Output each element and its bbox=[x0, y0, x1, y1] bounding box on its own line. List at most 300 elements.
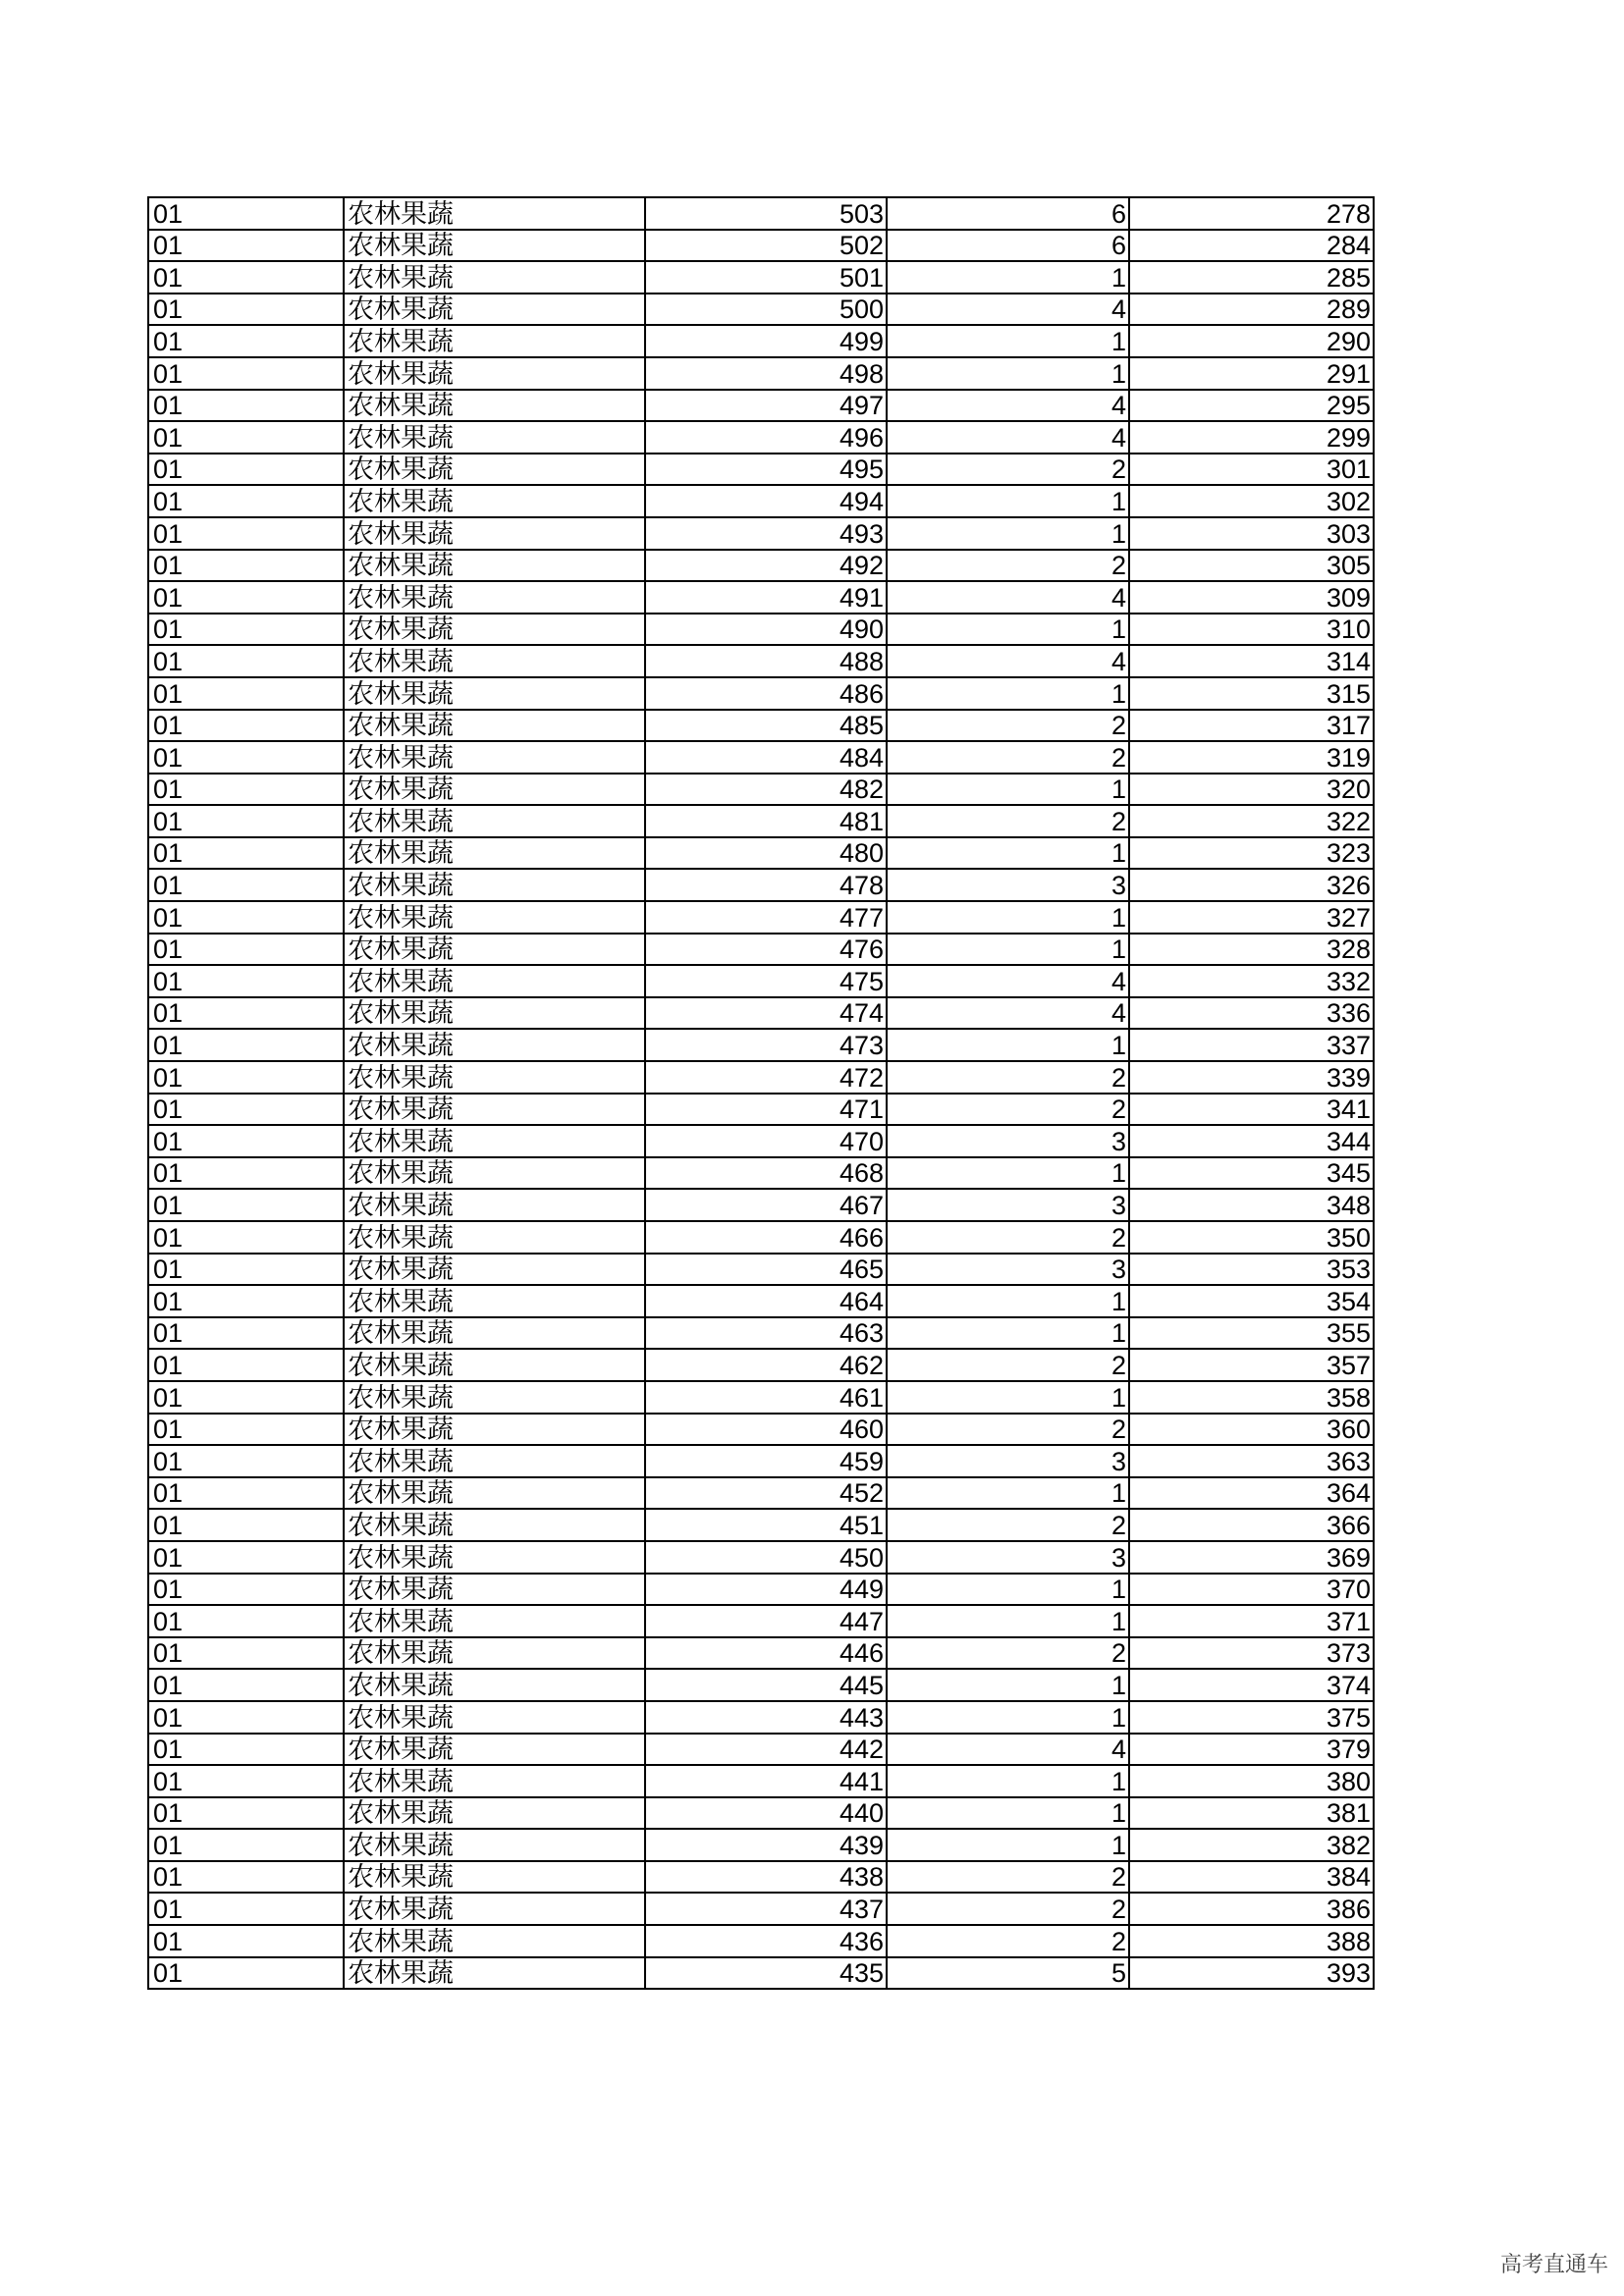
category-code-cell: 01 bbox=[148, 869, 344, 901]
count-cell: 1 bbox=[887, 1797, 1129, 1830]
cumulative-cell: 337 bbox=[1129, 1029, 1374, 1061]
count-cell: 2 bbox=[887, 1861, 1129, 1894]
cumulative-cell: 366 bbox=[1129, 1509, 1374, 1541]
category-code-cell: 01 bbox=[148, 1669, 344, 1701]
category-name-cell: 农林果蔬 bbox=[344, 677, 645, 710]
cumulative-cell: 373 bbox=[1129, 1637, 1374, 1670]
table-row bbox=[148, 390, 1374, 422]
score-cell: 488 bbox=[645, 645, 887, 677]
count-cell: 1 bbox=[887, 837, 1129, 870]
table-row bbox=[148, 965, 1374, 997]
category-code-cell: 01 bbox=[148, 1637, 344, 1670]
category-name-cell: 农林果蔬 bbox=[344, 1541, 645, 1574]
table-row bbox=[148, 1414, 1374, 1446]
count-cell: 2 bbox=[887, 1509, 1129, 1541]
cumulative-cell: 320 bbox=[1129, 774, 1374, 806]
score-cell: 466 bbox=[645, 1221, 887, 1254]
score-cell: 464 bbox=[645, 1285, 887, 1317]
count-cell: 1 bbox=[887, 325, 1129, 357]
count-cell: 4 bbox=[887, 965, 1129, 997]
table-row bbox=[148, 1445, 1374, 1477]
score-cell: 482 bbox=[645, 774, 887, 806]
cumulative-cell: 341 bbox=[1129, 1094, 1374, 1126]
cumulative-cell: 360 bbox=[1129, 1414, 1374, 1446]
category-code-cell: 01 bbox=[148, 1605, 344, 1637]
cumulative-cell: 295 bbox=[1129, 390, 1374, 422]
count-cell: 2 bbox=[887, 741, 1129, 774]
table-row bbox=[148, 1797, 1374, 1830]
cumulative-cell: 363 bbox=[1129, 1445, 1374, 1477]
cumulative-cell: 332 bbox=[1129, 965, 1374, 997]
count-cell: 1 bbox=[887, 1285, 1129, 1317]
cumulative-cell: 315 bbox=[1129, 677, 1374, 710]
category-name-cell: 农林果蔬 bbox=[344, 965, 645, 997]
count-cell: 1 bbox=[887, 1381, 1129, 1414]
category-name-cell: 农林果蔬 bbox=[344, 1157, 645, 1190]
count-cell: 1 bbox=[887, 1765, 1129, 1797]
category-code-cell: 01 bbox=[148, 837, 344, 870]
score-cell: 472 bbox=[645, 1061, 887, 1094]
category-code-cell: 01 bbox=[148, 1317, 344, 1350]
table-row bbox=[148, 581, 1374, 614]
count-cell: 1 bbox=[887, 1669, 1129, 1701]
cumulative-cell: 278 bbox=[1129, 197, 1374, 230]
category-name-cell: 农林果蔬 bbox=[344, 710, 645, 742]
cumulative-cell: 380 bbox=[1129, 1765, 1374, 1797]
count-cell: 2 bbox=[887, 454, 1129, 486]
cumulative-cell: 386 bbox=[1129, 1893, 1374, 1925]
category-name-cell: 农林果蔬 bbox=[344, 1254, 645, 1286]
count-cell: 4 bbox=[887, 294, 1129, 326]
score-cell: 498 bbox=[645, 357, 887, 390]
table-row bbox=[148, 934, 1374, 966]
category-code-cell: 01 bbox=[148, 581, 344, 614]
table-row bbox=[148, 550, 1374, 582]
count-cell: 3 bbox=[887, 1445, 1129, 1477]
score-cell: 473 bbox=[645, 1029, 887, 1061]
score-cell: 470 bbox=[645, 1125, 887, 1157]
category-name-cell: 农林果蔬 bbox=[344, 1125, 645, 1157]
cumulative-cell: 345 bbox=[1129, 1157, 1374, 1190]
score-cell: 443 bbox=[645, 1701, 887, 1734]
category-name-cell: 农林果蔬 bbox=[344, 1637, 645, 1670]
category-code-cell: 01 bbox=[148, 261, 344, 294]
category-code-cell: 01 bbox=[148, 1477, 344, 1510]
count-cell: 1 bbox=[887, 517, 1129, 550]
table-row bbox=[148, 997, 1374, 1030]
count-cell: 6 bbox=[887, 197, 1129, 230]
count-cell: 2 bbox=[887, 1349, 1129, 1381]
table-row bbox=[148, 325, 1374, 357]
table-row bbox=[148, 741, 1374, 774]
cumulative-cell: 301 bbox=[1129, 454, 1374, 486]
category-name-cell: 农林果蔬 bbox=[344, 1957, 645, 1990]
category-code-cell: 01 bbox=[148, 485, 344, 517]
table-row bbox=[148, 1094, 1374, 1126]
cumulative-cell: 379 bbox=[1129, 1734, 1374, 1766]
count-cell: 1 bbox=[887, 485, 1129, 517]
count-cell: 4 bbox=[887, 581, 1129, 614]
category-name-cell: 农林果蔬 bbox=[344, 1477, 645, 1510]
count-cell: 1 bbox=[887, 1605, 1129, 1637]
score-cell: 437 bbox=[645, 1893, 887, 1925]
table-row bbox=[148, 1061, 1374, 1094]
table-row bbox=[148, 1189, 1374, 1221]
cumulative-cell: 382 bbox=[1129, 1829, 1374, 1861]
count-cell: 2 bbox=[887, 1094, 1129, 1126]
category-name-cell: 农林果蔬 bbox=[344, 1285, 645, 1317]
score-cell: 438 bbox=[645, 1861, 887, 1894]
score-cell: 446 bbox=[645, 1637, 887, 1670]
count-cell: 4 bbox=[887, 997, 1129, 1030]
cumulative-cell: 314 bbox=[1129, 645, 1374, 677]
category-code-cell: 01 bbox=[148, 1893, 344, 1925]
category-name-cell: 农林果蔬 bbox=[344, 1765, 645, 1797]
table-row bbox=[148, 901, 1374, 934]
table-row bbox=[148, 1254, 1374, 1286]
score-cell: 445 bbox=[645, 1669, 887, 1701]
score-cell: 460 bbox=[645, 1414, 887, 1446]
score-cell: 436 bbox=[645, 1925, 887, 1957]
score-cell: 481 bbox=[645, 805, 887, 837]
category-code-cell: 01 bbox=[148, 390, 344, 422]
score-cell: 502 bbox=[645, 230, 887, 262]
cumulative-cell: 327 bbox=[1129, 901, 1374, 934]
category-name-cell: 农林果蔬 bbox=[344, 390, 645, 422]
score-cell: 474 bbox=[645, 997, 887, 1030]
count-cell: 2 bbox=[887, 1637, 1129, 1670]
category-code-cell: 01 bbox=[148, 710, 344, 742]
table-row bbox=[148, 837, 1374, 870]
cumulative-cell: 339 bbox=[1129, 1061, 1374, 1094]
table-row bbox=[148, 1349, 1374, 1381]
count-cell: 2 bbox=[887, 1414, 1129, 1446]
cumulative-cell: 317 bbox=[1129, 710, 1374, 742]
category-name-cell: 农林果蔬 bbox=[344, 1925, 645, 1957]
table-row bbox=[148, 1509, 1374, 1541]
score-cell: 478 bbox=[645, 869, 887, 901]
table-row bbox=[148, 1541, 1374, 1574]
score-cell: 491 bbox=[645, 581, 887, 614]
table-row bbox=[148, 357, 1374, 390]
count-cell: 6 bbox=[887, 230, 1129, 262]
category-name-cell: 农林果蔬 bbox=[344, 1317, 645, 1350]
score-cell: 476 bbox=[645, 934, 887, 966]
table-row bbox=[148, 869, 1374, 901]
score-cell: 490 bbox=[645, 614, 887, 646]
category-code-cell: 01 bbox=[148, 1734, 344, 1766]
count-cell: 4 bbox=[887, 421, 1129, 454]
category-code-cell: 01 bbox=[148, 1765, 344, 1797]
category-name-cell: 农林果蔬 bbox=[344, 1381, 645, 1414]
cumulative-cell: 355 bbox=[1129, 1317, 1374, 1350]
category-name-cell: 农林果蔬 bbox=[344, 581, 645, 614]
category-name-cell: 农林果蔬 bbox=[344, 1734, 645, 1766]
cumulative-cell: 309 bbox=[1129, 581, 1374, 614]
cumulative-cell: 350 bbox=[1129, 1221, 1374, 1254]
count-cell: 2 bbox=[887, 1925, 1129, 1957]
table-row bbox=[148, 677, 1374, 710]
category-name-cell: 农林果蔬 bbox=[344, 614, 645, 646]
score-cell: 435 bbox=[645, 1957, 887, 1990]
score-cell: 499 bbox=[645, 325, 887, 357]
category-name-cell: 农林果蔬 bbox=[344, 741, 645, 774]
category-name-cell: 农林果蔬 bbox=[344, 357, 645, 390]
count-cell: 1 bbox=[887, 934, 1129, 966]
table-row bbox=[148, 805, 1374, 837]
category-name-cell: 农林果蔬 bbox=[344, 934, 645, 966]
score-cell: 500 bbox=[645, 294, 887, 326]
cumulative-cell: 328 bbox=[1129, 934, 1374, 966]
cumulative-cell: 299 bbox=[1129, 421, 1374, 454]
table-row bbox=[148, 1317, 1374, 1350]
table-row bbox=[148, 1957, 1374, 1990]
score-cell: 497 bbox=[645, 390, 887, 422]
category-name-cell: 农林果蔬 bbox=[344, 1029, 645, 1061]
cumulative-cell: 336 bbox=[1129, 997, 1374, 1030]
table-row bbox=[148, 261, 1374, 294]
category-name-cell: 农林果蔬 bbox=[344, 1797, 645, 1830]
category-code-cell: 01 bbox=[148, 805, 344, 837]
cumulative-cell: 323 bbox=[1129, 837, 1374, 870]
count-cell: 3 bbox=[887, 1254, 1129, 1286]
category-code-cell: 01 bbox=[148, 1381, 344, 1414]
count-cell: 2 bbox=[887, 1221, 1129, 1254]
table-row bbox=[148, 1893, 1374, 1925]
score-cell: 463 bbox=[645, 1317, 887, 1350]
category-code-cell: 01 bbox=[148, 1221, 344, 1254]
cumulative-cell: 357 bbox=[1129, 1349, 1374, 1381]
category-name-cell: 农林果蔬 bbox=[344, 1701, 645, 1734]
watermark-text: 高考直通车 bbox=[1499, 2253, 1608, 2277]
category-name-cell: 农林果蔬 bbox=[344, 1605, 645, 1637]
category-name-cell: 农林果蔬 bbox=[344, 1893, 645, 1925]
score-cell: 495 bbox=[645, 454, 887, 486]
score-cell: 450 bbox=[645, 1541, 887, 1574]
category-name-cell: 农林果蔬 bbox=[344, 869, 645, 901]
table-row bbox=[148, 1221, 1374, 1254]
category-code-cell: 01 bbox=[148, 997, 344, 1030]
cumulative-cell: 344 bbox=[1129, 1125, 1374, 1157]
cumulative-cell: 291 bbox=[1129, 357, 1374, 390]
category-name-cell: 农林果蔬 bbox=[344, 997, 645, 1030]
table-row bbox=[148, 485, 1374, 517]
category-code-cell: 01 bbox=[148, 357, 344, 390]
table-row bbox=[148, 1029, 1374, 1061]
count-cell: 3 bbox=[887, 1541, 1129, 1574]
table-row bbox=[148, 1285, 1374, 1317]
category-name-cell: 农林果蔬 bbox=[344, 261, 645, 294]
category-name-cell: 农林果蔬 bbox=[344, 485, 645, 517]
score-cell: 477 bbox=[645, 901, 887, 934]
category-code-cell: 01 bbox=[148, 1157, 344, 1190]
category-name-cell: 农林果蔬 bbox=[344, 1445, 645, 1477]
category-code-cell: 01 bbox=[148, 1829, 344, 1861]
count-cell: 1 bbox=[887, 1701, 1129, 1734]
category-name-cell: 农林果蔬 bbox=[344, 645, 645, 677]
category-name-cell: 农林果蔬 bbox=[344, 1574, 645, 1606]
table-row bbox=[148, 1125, 1374, 1157]
table-row bbox=[148, 1861, 1374, 1894]
category-code-cell: 01 bbox=[148, 294, 344, 326]
category-name-cell: 农林果蔬 bbox=[344, 805, 645, 837]
category-code-cell: 01 bbox=[148, 934, 344, 966]
table-row bbox=[148, 1381, 1374, 1414]
count-cell: 1 bbox=[887, 1477, 1129, 1510]
table-row bbox=[148, 1574, 1374, 1606]
score-cell: 503 bbox=[645, 197, 887, 230]
table-row bbox=[148, 1765, 1374, 1797]
table-row bbox=[148, 1701, 1374, 1734]
category-name-cell: 农林果蔬 bbox=[344, 1414, 645, 1446]
table-row bbox=[148, 294, 1374, 326]
category-code-cell: 01 bbox=[148, 1925, 344, 1957]
score-cell: 441 bbox=[645, 1765, 887, 1797]
category-name-cell: 农林果蔬 bbox=[344, 1349, 645, 1381]
table-row bbox=[148, 454, 1374, 486]
score-cell: 462 bbox=[645, 1349, 887, 1381]
category-code-cell: 01 bbox=[148, 1414, 344, 1446]
score-cell: 492 bbox=[645, 550, 887, 582]
score-cell: 471 bbox=[645, 1094, 887, 1126]
score-cell: 467 bbox=[645, 1189, 887, 1221]
category-name-cell: 农林果蔬 bbox=[344, 1861, 645, 1894]
category-code-cell: 01 bbox=[148, 645, 344, 677]
count-cell: 1 bbox=[887, 901, 1129, 934]
category-name-cell: 农林果蔬 bbox=[344, 197, 645, 230]
cumulative-cell: 310 bbox=[1129, 614, 1374, 646]
count-cell: 2 bbox=[887, 1893, 1129, 1925]
category-code-cell: 01 bbox=[148, 421, 344, 454]
cumulative-cell: 369 bbox=[1129, 1541, 1374, 1574]
count-cell: 1 bbox=[887, 1157, 1129, 1190]
count-cell: 3 bbox=[887, 1125, 1129, 1157]
category-code-cell: 01 bbox=[148, 1189, 344, 1221]
count-cell: 3 bbox=[887, 869, 1129, 901]
cumulative-cell: 289 bbox=[1129, 294, 1374, 326]
category-code-cell: 01 bbox=[148, 325, 344, 357]
category-code-cell: 01 bbox=[148, 1957, 344, 1990]
category-code-cell: 01 bbox=[148, 550, 344, 582]
cumulative-cell: 319 bbox=[1129, 741, 1374, 774]
cumulative-cell: 326 bbox=[1129, 869, 1374, 901]
cumulative-cell: 302 bbox=[1129, 485, 1374, 517]
category-name-cell: 农林果蔬 bbox=[344, 550, 645, 582]
score-cell: 451 bbox=[645, 1509, 887, 1541]
category-code-cell: 01 bbox=[148, 1574, 344, 1606]
score-cell: 468 bbox=[645, 1157, 887, 1190]
category-name-cell: 农林果蔬 bbox=[344, 325, 645, 357]
table-row bbox=[148, 230, 1374, 262]
score-cell: 480 bbox=[645, 837, 887, 870]
score-table-body bbox=[148, 197, 1374, 1989]
cumulative-cell: 393 bbox=[1129, 1957, 1374, 1990]
category-name-cell: 农林果蔬 bbox=[344, 1061, 645, 1094]
category-code-cell: 01 bbox=[148, 1541, 344, 1574]
category-code-cell: 01 bbox=[148, 1094, 344, 1126]
category-name-cell: 农林果蔬 bbox=[344, 230, 645, 262]
score-cell: 485 bbox=[645, 710, 887, 742]
cumulative-cell: 374 bbox=[1129, 1669, 1374, 1701]
table-row bbox=[148, 1829, 1374, 1861]
score-cell: 501 bbox=[645, 261, 887, 294]
count-cell: 2 bbox=[887, 805, 1129, 837]
category-name-cell: 农林果蔬 bbox=[344, 517, 645, 550]
category-code-cell: 01 bbox=[148, 1509, 344, 1541]
count-cell: 2 bbox=[887, 1061, 1129, 1094]
table-row bbox=[148, 517, 1374, 550]
category-name-cell: 农林果蔬 bbox=[344, 454, 645, 486]
table-row bbox=[148, 1605, 1374, 1637]
category-name-cell: 农林果蔬 bbox=[344, 837, 645, 870]
category-name-cell: 农林果蔬 bbox=[344, 1669, 645, 1701]
score-cell: 465 bbox=[645, 1254, 887, 1286]
score-cell: 439 bbox=[645, 1829, 887, 1861]
category-code-cell: 01 bbox=[148, 901, 344, 934]
score-cell: 475 bbox=[645, 965, 887, 997]
score-cell: 496 bbox=[645, 421, 887, 454]
category-code-cell: 01 bbox=[148, 1861, 344, 1894]
score-cell: 461 bbox=[645, 1381, 887, 1414]
score-cell: 494 bbox=[645, 485, 887, 517]
category-name-cell: 农林果蔬 bbox=[344, 1221, 645, 1254]
category-name-cell: 农林果蔬 bbox=[344, 421, 645, 454]
table-row bbox=[148, 1477, 1374, 1510]
table-row bbox=[148, 1157, 1374, 1190]
table-row bbox=[148, 197, 1374, 230]
score-cell: 447 bbox=[645, 1605, 887, 1637]
count-cell: 1 bbox=[887, 261, 1129, 294]
score-table bbox=[147, 196, 1375, 1990]
score-cell: 452 bbox=[645, 1477, 887, 1510]
table-row bbox=[148, 1925, 1374, 1957]
category-name-cell: 农林果蔬 bbox=[344, 1189, 645, 1221]
category-code-cell: 01 bbox=[148, 677, 344, 710]
category-code-cell: 01 bbox=[148, 1061, 344, 1094]
count-cell: 1 bbox=[887, 1029, 1129, 1061]
category-code-cell: 01 bbox=[148, 614, 344, 646]
table-row bbox=[148, 1669, 1374, 1701]
score-cell: 493 bbox=[645, 517, 887, 550]
table-row bbox=[148, 614, 1374, 646]
category-name-cell: 农林果蔬 bbox=[344, 1829, 645, 1861]
category-code-cell: 01 bbox=[148, 965, 344, 997]
cumulative-cell: 388 bbox=[1129, 1925, 1374, 1957]
category-code-cell: 01 bbox=[148, 1349, 344, 1381]
category-code-cell: 01 bbox=[148, 197, 344, 230]
count-cell: 1 bbox=[887, 1574, 1129, 1606]
cumulative-cell: 364 bbox=[1129, 1477, 1374, 1510]
score-cell: 484 bbox=[645, 741, 887, 774]
score-cell: 459 bbox=[645, 1445, 887, 1477]
count-cell: 2 bbox=[887, 710, 1129, 742]
count-cell: 4 bbox=[887, 645, 1129, 677]
count-cell: 1 bbox=[887, 774, 1129, 806]
category-name-cell: 农林果蔬 bbox=[344, 774, 645, 806]
count-cell: 5 bbox=[887, 1957, 1129, 1990]
count-cell: 4 bbox=[887, 390, 1129, 422]
table-row bbox=[148, 1637, 1374, 1670]
category-code-cell: 01 bbox=[148, 230, 344, 262]
table-row bbox=[148, 774, 1374, 806]
category-name-cell: 农林果蔬 bbox=[344, 901, 645, 934]
cumulative-cell: 303 bbox=[1129, 517, 1374, 550]
score-cell: 486 bbox=[645, 677, 887, 710]
score-cell: 440 bbox=[645, 1797, 887, 1830]
cumulative-cell: 290 bbox=[1129, 325, 1374, 357]
cumulative-cell: 322 bbox=[1129, 805, 1374, 837]
count-cell: 1 bbox=[887, 357, 1129, 390]
